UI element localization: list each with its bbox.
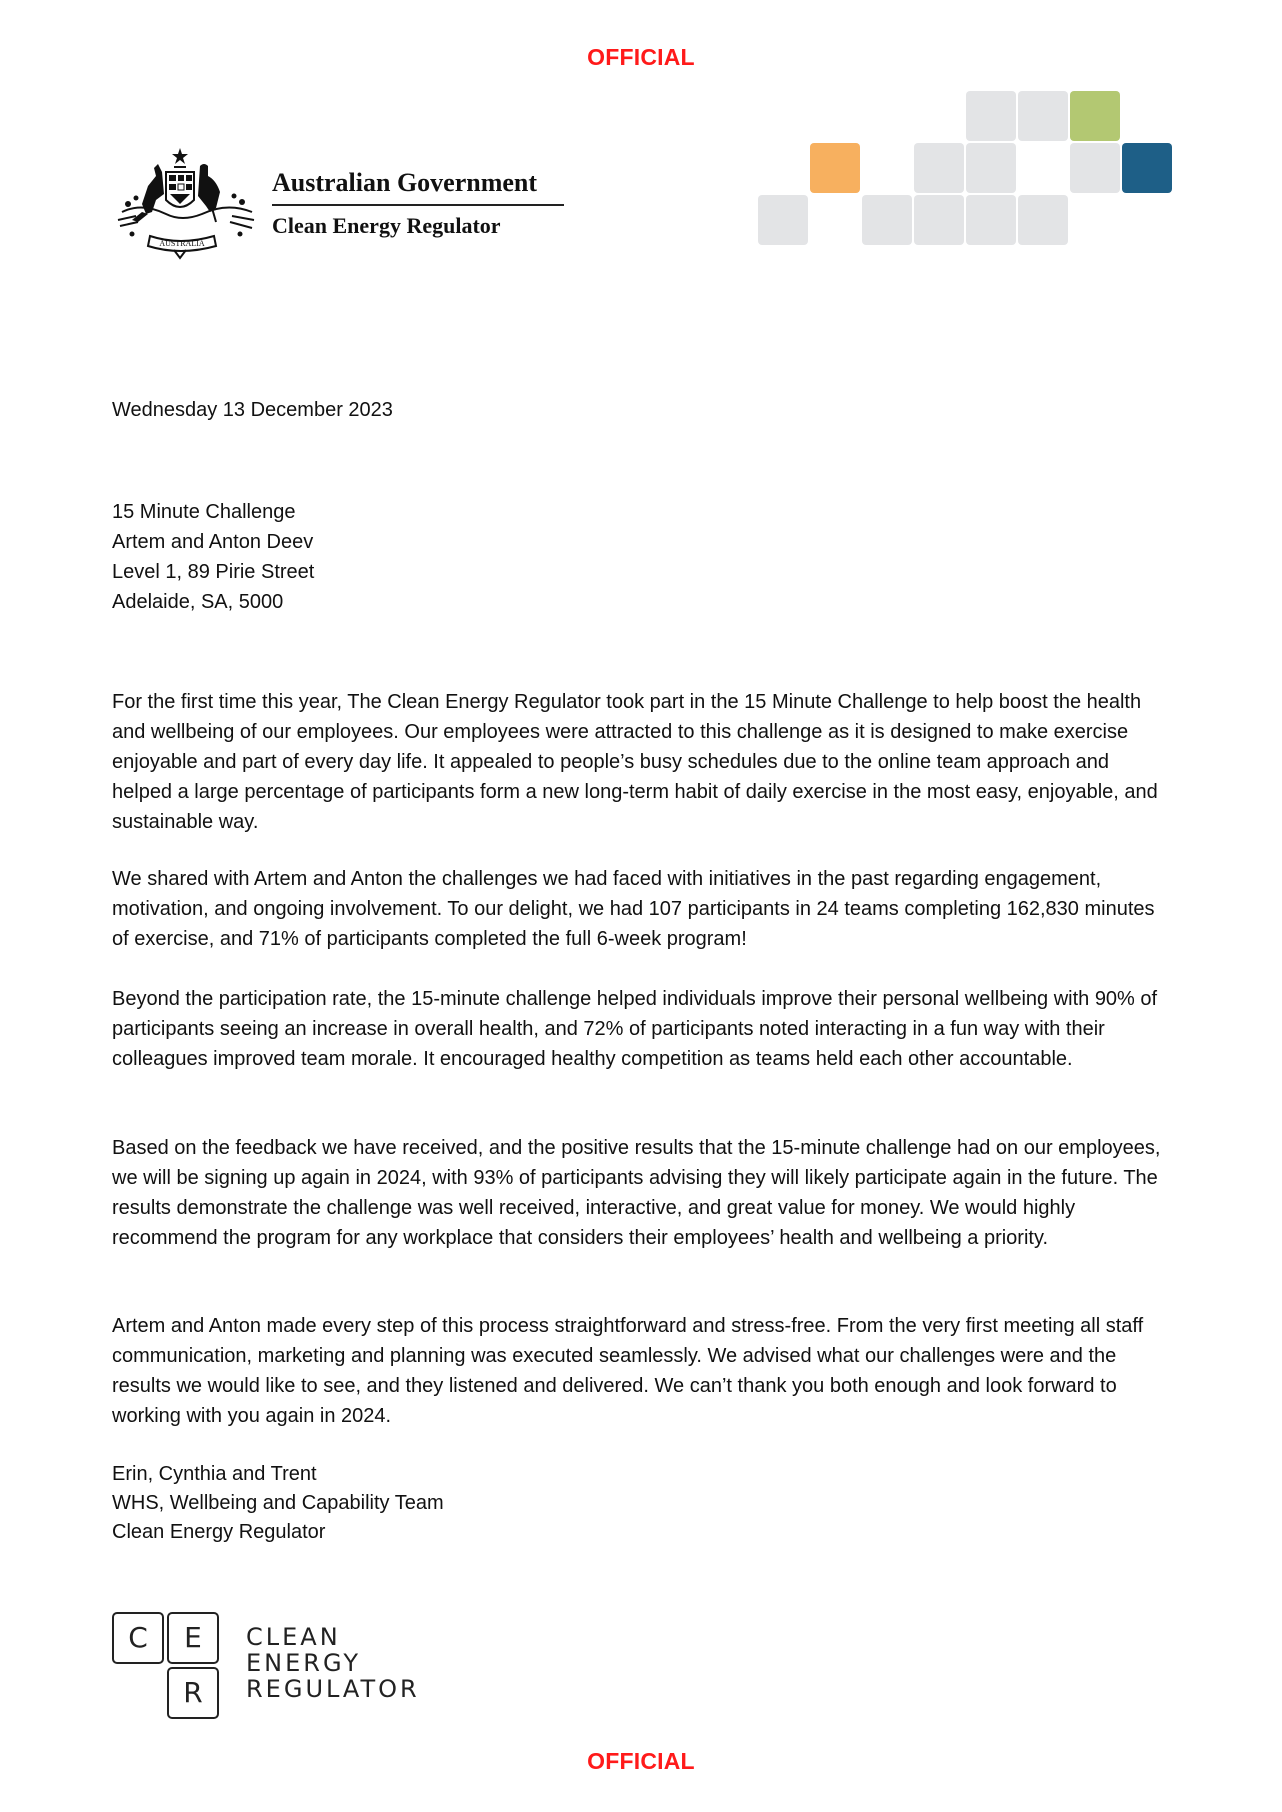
classification-marking-top: OFFICIAL <box>587 44 695 70</box>
recipient-line: Level 1, 89 Pirie Street <box>112 561 315 583</box>
tile-gray <box>914 195 964 245</box>
tile-gray <box>966 195 1016 245</box>
tile-gray <box>914 143 964 193</box>
cer-word: REGULATOR <box>246 1675 420 1703</box>
body-paragraph: For the first time this year, The Clean Energy Regulator took part in the 15 Minute Challenge to help boost the health and wellbeing of our employees. Our employees were attracted to this challenge as it is designed to make exercise enjoyable and part of every day life. It appealed to people’s busy schedules due to the online team approach and helped a large percentage of participants form a new long-term habit of daily exercise in the most easy, enjoyable, and sustainable way. <box>112 691 1158 833</box>
cer-word: CLEAN <box>246 1623 341 1651</box>
cer-wordmark <box>246 1624 420 1702</box>
svg-text:AUSTRALIA: AUSTRALIA <box>159 239 205 248</box>
body-paragraph: Beyond the participation rate, the 15-minute challenge helped individuals improve their personal wellbeing with 90% of participants seeing an increase in overall health, and 72% of participants noted interacting in a fun way with their colleagues improved team morale. It encouraged healthy competition as teams held each other accountable. <box>112 988 1158 1070</box>
body-paragraph: Based on the feedback we have received, and the positive results that the 15-minute challenge had on our employees, we will be signing up again in 2024, with 93% of participants advising they will likely participate again in the future. The results demonstrate the challenge was well received, interactive, and great value for money. We would highly recommend the program for any workplace that considers their employees’ health and wellbeing a priority. <box>112 1137 1161 1249</box>
signatories: Erin, Cynthia and Trent <box>112 1463 317 1485</box>
tile-gray <box>758 195 808 245</box>
body-paragraph: We shared with Artem and Anton the challenges we had faced with initiatives in the past regarding engagement, motivation, and ongoing involvement. To our delight, we had 107 participants in 24 teams completing 162,830 minutes of exercise, and 71% of participants completed the full 6-week program! <box>112 868 1155 950</box>
recipient-line: Adelaide, SA, 5000 <box>112 591 284 613</box>
government-name: Australian Government <box>272 168 538 197</box>
body-paragraph: Artem and Anton made every step of this process straightforward and stress-free. From the very first meeting all staff communication, marketing and planning was executed seamlessly. We advised what our challenges were and the results we would like to see, and they listened and delivered. We can’t thank you both enough and look forward to working with you again in 2024. <box>112 1315 1144 1427</box>
tile-green <box>1070 91 1120 141</box>
tile-gray <box>1018 195 1068 245</box>
logo-divider <box>272 204 564 206</box>
signatory-organisation: Clean Energy Regulator <box>112 1521 326 1543</box>
signatory-team: WHS, Wellbeing and Capability Team <box>112 1492 444 1514</box>
signature-block <box>112 1459 444 1546</box>
australian-government-logo <box>112 142 572 260</box>
cer-letter-c: C <box>112 1612 164 1664</box>
classification-marking-bottom: OFFICIAL <box>587 1748 695 1774</box>
agency-name: Clean Energy Regulator <box>272 213 501 238</box>
commonwealth-coat-of-arms-icon <box>112 142 262 260</box>
cer-word: ENERGY <box>246 1649 362 1677</box>
cer-letter-r: R <box>167 1667 219 1719</box>
recipient-line: Artem and Anton Deev <box>112 531 314 553</box>
tile-gray <box>862 195 912 245</box>
letter-date: Wednesday 13 December 2023 <box>112 399 393 421</box>
tile-gray <box>966 143 1016 193</box>
tile-gray <box>1018 91 1068 141</box>
tile-gray <box>1070 143 1120 193</box>
tile-blue <box>1122 143 1172 193</box>
recipient-address <box>112 497 314 617</box>
cer-logo <box>112 1612 442 1722</box>
tile-orange <box>810 143 860 193</box>
cer-letter-e: E <box>167 1612 219 1664</box>
recipient-line: 15 Minute Challenge <box>112 501 296 523</box>
tile-gray <box>966 91 1016 141</box>
